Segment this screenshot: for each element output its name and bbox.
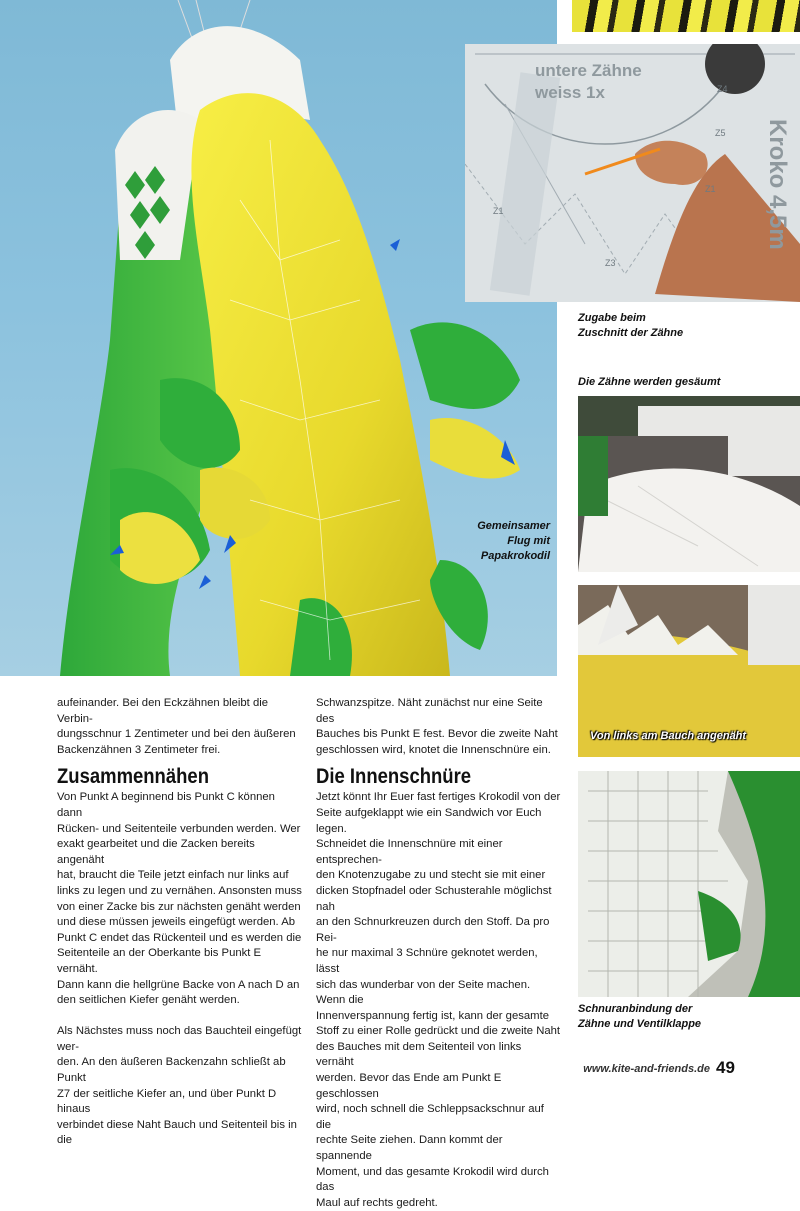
previous-page-photo-strip	[572, 0, 800, 32]
z-label-4: Z3	[605, 258, 616, 268]
line-attachment-illustration	[578, 771, 800, 997]
heading-zusammennaehen: Zusammennähen	[57, 765, 209, 789]
z-label-1: Z4	[717, 84, 728, 94]
left-paragraph-2: Als Nächstes muss noch das Bauchteil eingefügt wer- den. An den äußeren Backenzahn schließt ab Punkt Z7 der seitliche Kiefer an, und über Punkt D hinaus verbindet diese Naht Bauch und Seitenteil bis in die	[57, 1025, 302, 1147]
footer-website-url: www.kite-and-friends.de	[583, 1063, 710, 1075]
caption-sewing: Die Zähne werden gesäumt	[578, 376, 721, 388]
sewing-teeth-photo	[578, 396, 800, 572]
line-attachment-photo	[578, 771, 800, 997]
drawing-label-2: weiss 1x	[535, 83, 605, 102]
right-paragraph-1: Jetzt könnt Ihr Euer fast fertiges Krokodil von der Seite aufgeklappt wie ein Sandwich vor Euch legen. Schneidet die Innenschnüre mit einer entsprechen- den Knotenzugabe zu und stecht sie mit einer dicken Stopfnadel oder Schusterahle möglichst nah an den Schnurkreuzen durch den Stoff. Da pro Rei- he nur maximal 3 Schnüre geknotet werden, lässt sich das wunderbar von der Seite machen. Wenn die Innenverspannung fertig ist, kann der gesamte Stoff zu einer Rolle gedrückt und die zweite Naht des Bauches mit dem Seitenteil von links vernäht werden. Bevor das Ende am Punkt E geschlossen wird, noch schnell die Schleppsackschnur auf die rechte Seite ziehen. Dann kommt der spannende Moment, und das gesamte Krokodil wird durch das Maul auf rechts gedreht.	[316, 791, 561, 1209]
caption-line-attachment: Schnuranbindung der Zähne und Ventilklappe	[578, 1003, 702, 1030]
right-intro-paragraph: Schwanzspitze. Näht zunächst nur eine Seite des Bauches bis Punkt E fest. Bevor die zweite Naht geschlossen wird, knotet die Innenschnüre ein.	[316, 697, 558, 756]
z-label-3: Z1	[705, 184, 716, 194]
z-label-5: Z5	[715, 128, 726, 138]
caption-belly: Von links am Bauch angenäht	[590, 730, 747, 742]
pattern-cutting-illustration	[465, 44, 800, 302]
left-intro-paragraph: aufeinander. Bei den Eckzähnen bleibt die Verbin- dungsschnur 1 Zentimeter und bei den äußeren Backenzähnen 3 Zentimeter frei.	[57, 697, 296, 756]
drawing-label-1: untere Zähne	[535, 61, 642, 80]
pattern-drawing-photo	[465, 44, 800, 302]
left-text-column	[57, 696, 302, 1149]
caption-pattern-drawing: Zugabe beim Zuschnitt der Zähne	[578, 312, 684, 339]
heading-innenschnuere: Die Innenschnüre	[316, 765, 472, 789]
caption-flight: Gemeinsamer Flug mit Papakrokodil	[477, 520, 550, 562]
page-number: 49	[716, 1058, 735, 1077]
left-paragraph-1: Von Punkt A beginnend bis Punkt C können dann Rücken- und Seitenteile verbunden werden. Wer exakt gearbeitet und die Zacken bereits angenäht hat, braucht die Teile jetzt einfach nur links auf links zu legen und zu vernähen. Ansonsten muss von einer Zacke bis zur nächsten genäht werden und diese müssen jeweils eingefügt werden. Ab Punkt C endet das Rückenteil und es werden die Seitenteile an der Oberkante bis Punkt E vernäht. Dann kann die hellgrüne Backe von A nach D an den seitlichen Kiefer genäht werden.	[57, 791, 302, 1007]
z-label-2: Z1	[493, 206, 504, 216]
drawing-label-3: Kroko 4,5m	[764, 119, 791, 250]
sewing-machine-illustration	[578, 396, 800, 572]
right-text-column	[316, 696, 561, 1211]
